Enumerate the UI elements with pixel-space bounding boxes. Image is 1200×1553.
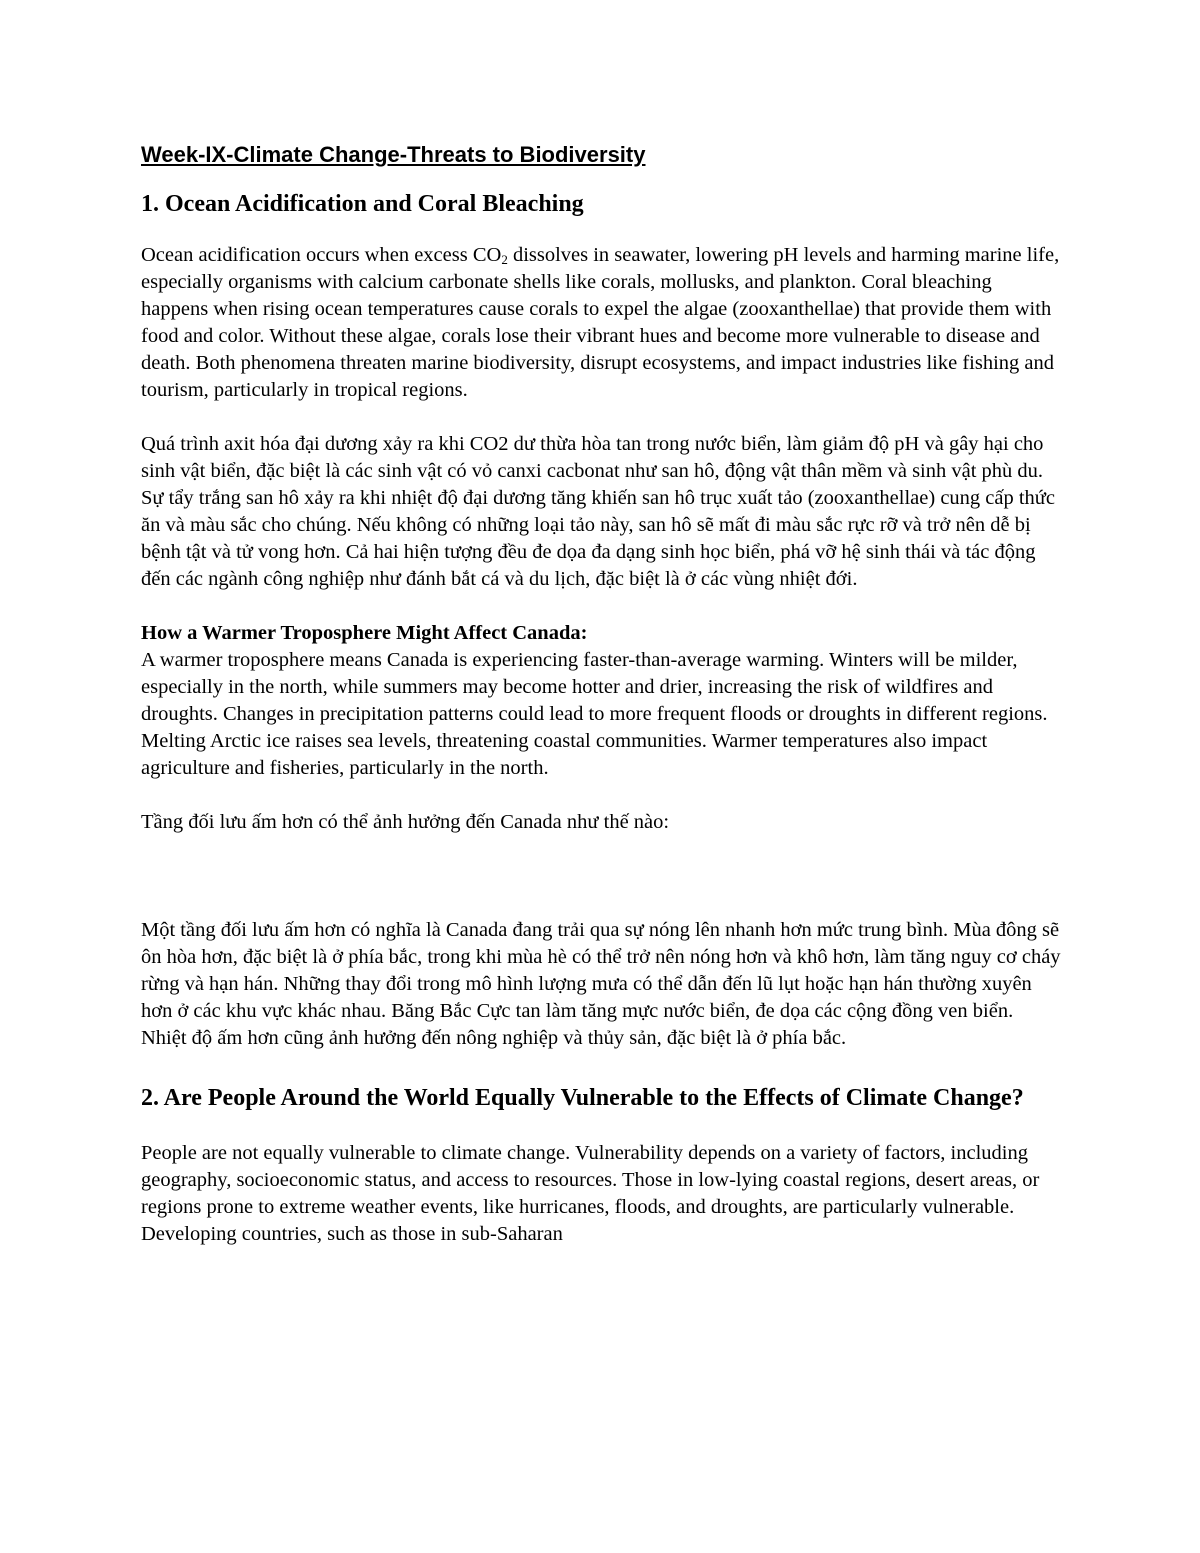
canada-paragraph	[141, 620, 1061, 782]
document-title: Week-IX-Climate Change-Threats to Biodiversity	[141, 142, 646, 167]
section-2-heading: 2. Are People Around the World Equally Vulnerable to the Effects of Climate Change?	[141, 1085, 1024, 1111]
paragraph-continuation: dissolves in seawater, lowering pH levels and harming marine life, especially organisms with calcium carbonate shells like corals, mollusks, and plankton. Coral bleaching happens when rising ocean temperatures cause corals to expel the algae (zooxanthellae) that provide them with food and color. Without these algae, corals lose their vibrant hues and become more vulnerable to disease and death. Both phenomena threaten marine biodiversity, disrupt ecosystems, and impact industries like fishing and tourism, particularly in tropical regions.	[141, 244, 1060, 401]
canada-subheading: How a Warmer Troposphere Might Affect Canada:	[141, 622, 588, 644]
section-2-paragraph: People are not equally vulnerable to climate change. Vulnerability depends on a variety of factors, including geography, socioeconomic status, and access to resources. Those in low-lying coastal regions, desert areas, or regions prone to extreme weather events, like hurricanes, floods, and droughts, are particularly vulnerable. Developing countries, such as those in sub-Saharan	[141, 1142, 1040, 1245]
section-1-paragraph-en	[141, 242, 1061, 404]
section-1-heading: 1. Ocean Acidification and Coral Bleaching	[141, 191, 584, 217]
canada-paragraph-vi: Một tầng đối lưu ấm hơn có nghĩa là Canada đang trải qua sự nóng lên nhanh hơn mức trung bình. Mùa đông sẽ ôn hòa hơn, đặc biệt là ở phía bắc, trong khi mùa hè có thể trở nên nóng hơn và khô hơn, làm tăng nguy cơ cháy rừng và hạn hán. Những thay đổi trong mô hình lượng mưa có thể dẫn đến lũ lụt hoặc hạn hán thường xuyên hơn ở các khu vực khác nhau. Băng Bắc Cực tan làm tăng mực nước biển, đe dọa các cộng đồng ven biển. Nhiệt độ ấm hơn cũng ảnh hưởng đến nông nghiệp và thủy sản, đặc biệt là ở phía bắc.	[141, 919, 1061, 1049]
co2-subscript: 2	[501, 252, 508, 267]
document-page	[141, 138, 1061, 1275]
canada-subheading-vi: Tầng đối lưu ấm hơn có thể ảnh hưởng đến Canada như thế nào:	[141, 811, 670, 833]
blank-spacer	[141, 836, 1061, 890]
canada-paragraph-text: A warmer troposphere means Canada is experiencing faster-than-average warming. Winters will be milder, especially in the north, while summers may become hotter and drier, increasing the risk of wildfires and droughts. Changes in precipitation patterns could lead to more frequent floods or droughts in different regions. Melting Arctic ice raises sea levels, threatening coastal communities. Warmer temperatures also impact agriculture and fisheries, particularly in the north.	[141, 649, 1048, 779]
co2-text: Ocean acidification occurs when excess CO	[141, 244, 502, 266]
section-1-paragraph-vi: Quá trình axit hóa đại dương xảy ra khi CO2 dư thừa hòa tan trong nước biển, làm giảm độ pH và gây hại cho sinh vật biển, đặc biệt là các sinh vật có vỏ canxi cacbonat như san hô, động vật thân mềm và sinh vật phù du. Sự tẩy trắng san hô xảy ra khi nhiệt độ đại dương tăng khiến san hô trục xuất tảo (zooxanthellae) cung cấp thức ăn và màu sắc cho chúng. Nếu không có những loại tảo này, san hô sẽ mất đi màu sắc rực rỡ và trở nên dễ bị bệnh tật và tử vong hơn. Cả hai hiện tượng đều đe dọa đa dạng sinh học biển, phá vỡ hệ sinh thái và tác động đến các ngành công nghiệp như đánh bắt cá và du lịch, đặc biệt là ở các vùng nhiệt đới.	[141, 433, 1056, 590]
